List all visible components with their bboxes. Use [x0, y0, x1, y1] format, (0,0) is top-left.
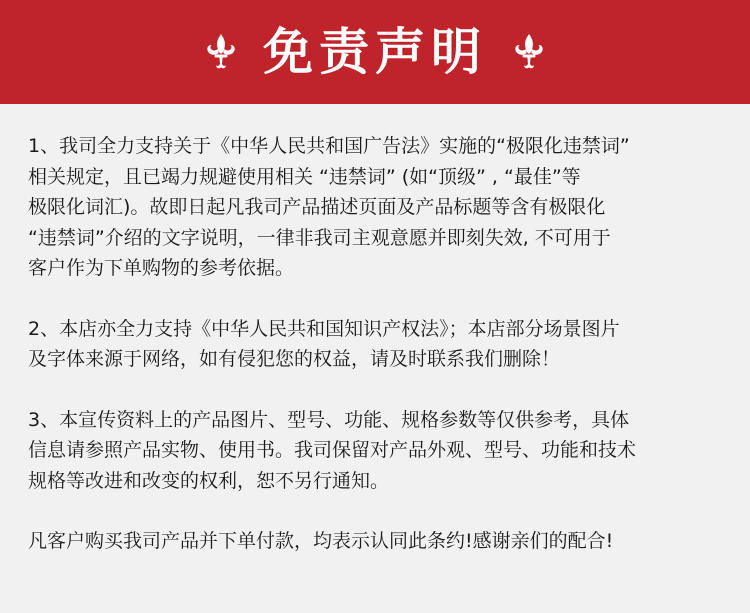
- text-line: 1、我司全力支持关于《中华人民共和国广告法》实施的“极限化违禁词”: [28, 135, 630, 157]
- text-line: 规格等改进和改变的权利，恕不另行通知。: [28, 469, 390, 492]
- banner-title-group: [205, 23, 545, 81]
- text-line: 凡客户购买我司产品并下单付款，均表示认同此条约!感谢亲们的配合!: [28, 530, 614, 552]
- text-line: 信息请参照产品实物、使用书。我司保留对产品外观、型号、功能和技术: [28, 439, 637, 461]
- fleur-de-lis-icon: [205, 32, 237, 72]
- text-line: 极限化词汇)。故即日起凡我司产品描述页面及产品标题等含有极限化: [28, 196, 606, 218]
- paragraph-ad-law: [28, 131, 740, 284]
- header-banner: [0, 0, 750, 104]
- disclaimer-body: [28, 131, 740, 557]
- paragraph-ip-law: [28, 314, 740, 375]
- paragraph-reference-only: [28, 405, 740, 497]
- fleur-de-lis-icon: [513, 32, 545, 72]
- page-title: 免责声明: [263, 23, 487, 81]
- paragraph-agreement: [28, 526, 740, 557]
- text-line: 相关规定，且已竭力规避使用相关 “违禁词” (如“顶级” , “最佳”等: [28, 165, 581, 188]
- text-line: “违禁词”介绍的文字说明，一律非我司主观意愿并即刻失效, 不可用于: [28, 226, 611, 249]
- text-line: 3、本宣传资料上的产品图片、型号、功能、规格参数等仅供参考，具体: [28, 408, 630, 431]
- text-line: 2、本店亦全力支持《中华人民共和国知识产权法》；本店部分场景图片: [28, 317, 620, 340]
- text-line: 客户作为下单购物的参考依据。: [28, 257, 295, 279]
- text-line: 及字体来源于网络，如有侵犯您的权益，请及时联系我们删除！: [28, 348, 561, 370]
